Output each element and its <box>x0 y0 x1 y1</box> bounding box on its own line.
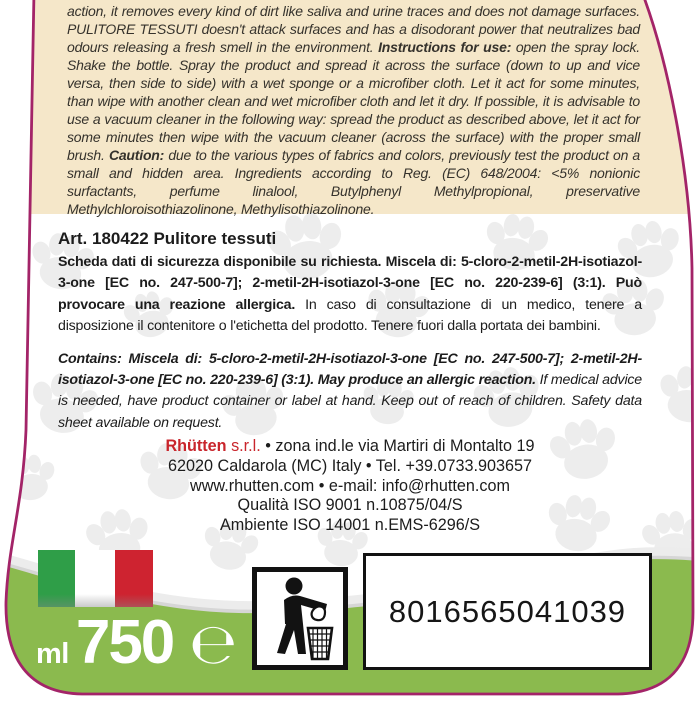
company-iso-quality: Qualità ISO 9001 n.10875/04/S <box>237 496 463 515</box>
directions-text: action, it removes every kind of dirt like saliva and urine traces and does not damage surfaces. PULITORE TESSUTI doesn't attack surfaces and has a disodorant power that neutralizes bad odours releasing a fresh smell in the environment. <box>67 3 640 55</box>
volume-unit: ml <box>36 638 69 670</box>
barcode-box <box>363 553 652 670</box>
company-block <box>0 437 700 536</box>
barcode-number: 8016565041039 <box>388 593 627 629</box>
company-name: Rhütten <box>165 437 227 455</box>
caution-text: due to the various types of fabrics and colors, previously test the product on a small and hidden area. Ingredients according to Reg. (EC) 648/2004: <5% nonionic surfactants, perfume linalool, Butylphenyl Methylpropional, preservative Methylchloroisothiazolinone, Methylisothiazolinone. <box>67 147 640 217</box>
company-iso-environment: Ambiente ISO 14001 n.EMS-6296/S <box>219 516 481 535</box>
tidyman-box <box>252 567 348 670</box>
article-number: Art. 180422 Pulitore tessuti <box>58 229 277 248</box>
safety-italian-regular: In caso di consultazione di un medico, tenere a disposizione il contenitore o l'etichetta del prodotto. Tenere fuori dalla portata dei bambini. <box>58 296 642 335</box>
company-city-phone: 62020 Caldarola (MC) Italy • Tel. +39.0733.903657 <box>168 456 532 475</box>
italian-flag-icon <box>38 550 153 607</box>
volume <box>36 608 238 677</box>
instructions-heading: Instructions for use: <box>378 39 516 55</box>
company-suffix: s.r.l. <box>226 437 261 455</box>
safety-paragraph-english <box>58 349 642 435</box>
company-street: • zona ind.le via Martiri di Montalto 19 <box>260 437 535 455</box>
safety-paragraph-italian <box>58 252 642 338</box>
estimated-sign: ℮ <box>189 612 238 677</box>
safety-italian-bold: Scheda dati di sicurezza disponibile su richiesta. Miscela di: 5-cloro-2-metil-2H-isotiazol-3-one [EC no. 247-500-7]; 2-metil-2H-isotiazol-3-one [EC no. 220-239-6] (3:1). Può provocare una reazione allergica. <box>58 254 642 313</box>
tidyman-disposal-icon <box>264 576 336 662</box>
english-directions <box>67 2 640 218</box>
safety-english-bold: Contains: Miscela di: 5-cloro-2-metil-2H-isotiazol-3-one [EC no. 247-500-7]; 2-metil-2H-isotiazol-3-one [EC no. 220-239-6] (3:1). May produce an allergic reaction. <box>58 350 642 389</box>
company-address-line <box>0 437 700 457</box>
volume-value: 750 <box>75 608 174 677</box>
safety-paragraphs <box>58 252 642 434</box>
safety-english-regular: If medical advice is needed, have product container or label at hand. Keep out of reach of children. Safety data sheet available on request. <box>58 372 642 431</box>
caution-heading: Caution: <box>108 147 165 163</box>
company-web-email: www.rhutten.com • e-mail: info@rhutten.com <box>190 476 510 495</box>
instructions-text: open the spray lock. Shake the bottle. Spray the product and spread it across the surface (down to up and vice versa, then side to side) with a wet sponge or a microfiber cloth. Let it act for some minutes, than wipe with another clean and wet microfiber cloth and let it dry. If possible, it is advisable to use a vacuum cleaner in the following way: spread the product as described above, let it act for some minutes then wipe with the vacuum cleaner (across the surface) with the proper small brush. <box>67 39 640 163</box>
